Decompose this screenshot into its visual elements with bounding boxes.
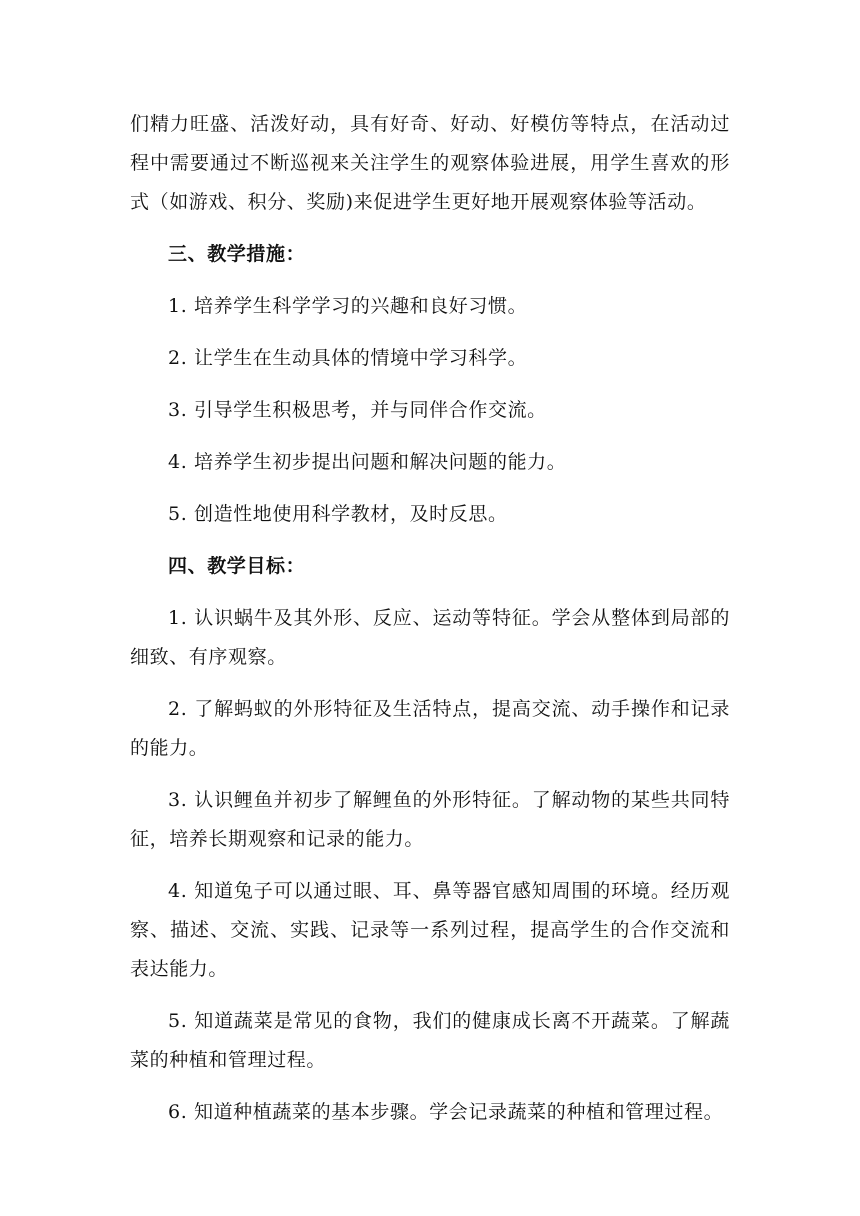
measure-item-5: 5. 创造性地使用科学教材，及时反思。	[168, 503, 508, 525]
document-page	[130, 105, 730, 1132]
measure-item-4: 4. 培养学生初步提出问题和解决问题的能力。	[168, 451, 567, 473]
goal-item-3: 3. 认识鲤鱼并初步了解鲤鱼的外形特征。了解动物的某些共同特征，培养长期观察和记录的能力。	[130, 789, 730, 850]
section-3-heading: 三、教学措施：	[168, 243, 306, 265]
section-4-heading: 四、教学目标：	[168, 555, 306, 577]
goal-item-1: 1. 认识蜗牛及其外形、反应、运动等特征。学会从整体到局部的细致、有序观察。	[130, 607, 730, 668]
goal-item-6: 6. 知道种植蔬菜的基本步骤。学会记录蔬菜的种植和管理过程。	[168, 1101, 724, 1123]
measure-item-2: 2. 让学生在生动具体的情境中学习科学。	[168, 347, 528, 369]
measure-item-3: 3. 引导学生积极思考，并与同伴合作交流。	[168, 399, 547, 421]
goal-item-2: 2. 了解蚂蚁的外形特征及生活特点，提高交流、动手操作和记录的能力。	[130, 698, 730, 759]
goal-item-4: 4. 知道兔子可以通过眼、耳、鼻等器官感知周围的环境。经历观察、描述、交流、实践、记录等一系列过程，提高学生的合作交流和表达能力。	[130, 880, 730, 980]
intro-paragraph: 们精力旺盛、活泼好动，具有好奇、好动、好模仿等特点，在活动过程中需要通过不断巡视来关注学生的观察体验进展，用学生喜欢的形式（如游戏、积分、奖励)来促进学生更好地开展观察体验等活动。	[130, 113, 730, 213]
measure-item-1: 1. 培养学生科学学习的兴趣和良好习惯。	[168, 295, 528, 317]
goal-item-5: 5. 知道蔬菜是常见的食物，我们的健康成长离不开蔬菜。了解蔬菜的种植和管理过程。	[130, 1010, 730, 1071]
